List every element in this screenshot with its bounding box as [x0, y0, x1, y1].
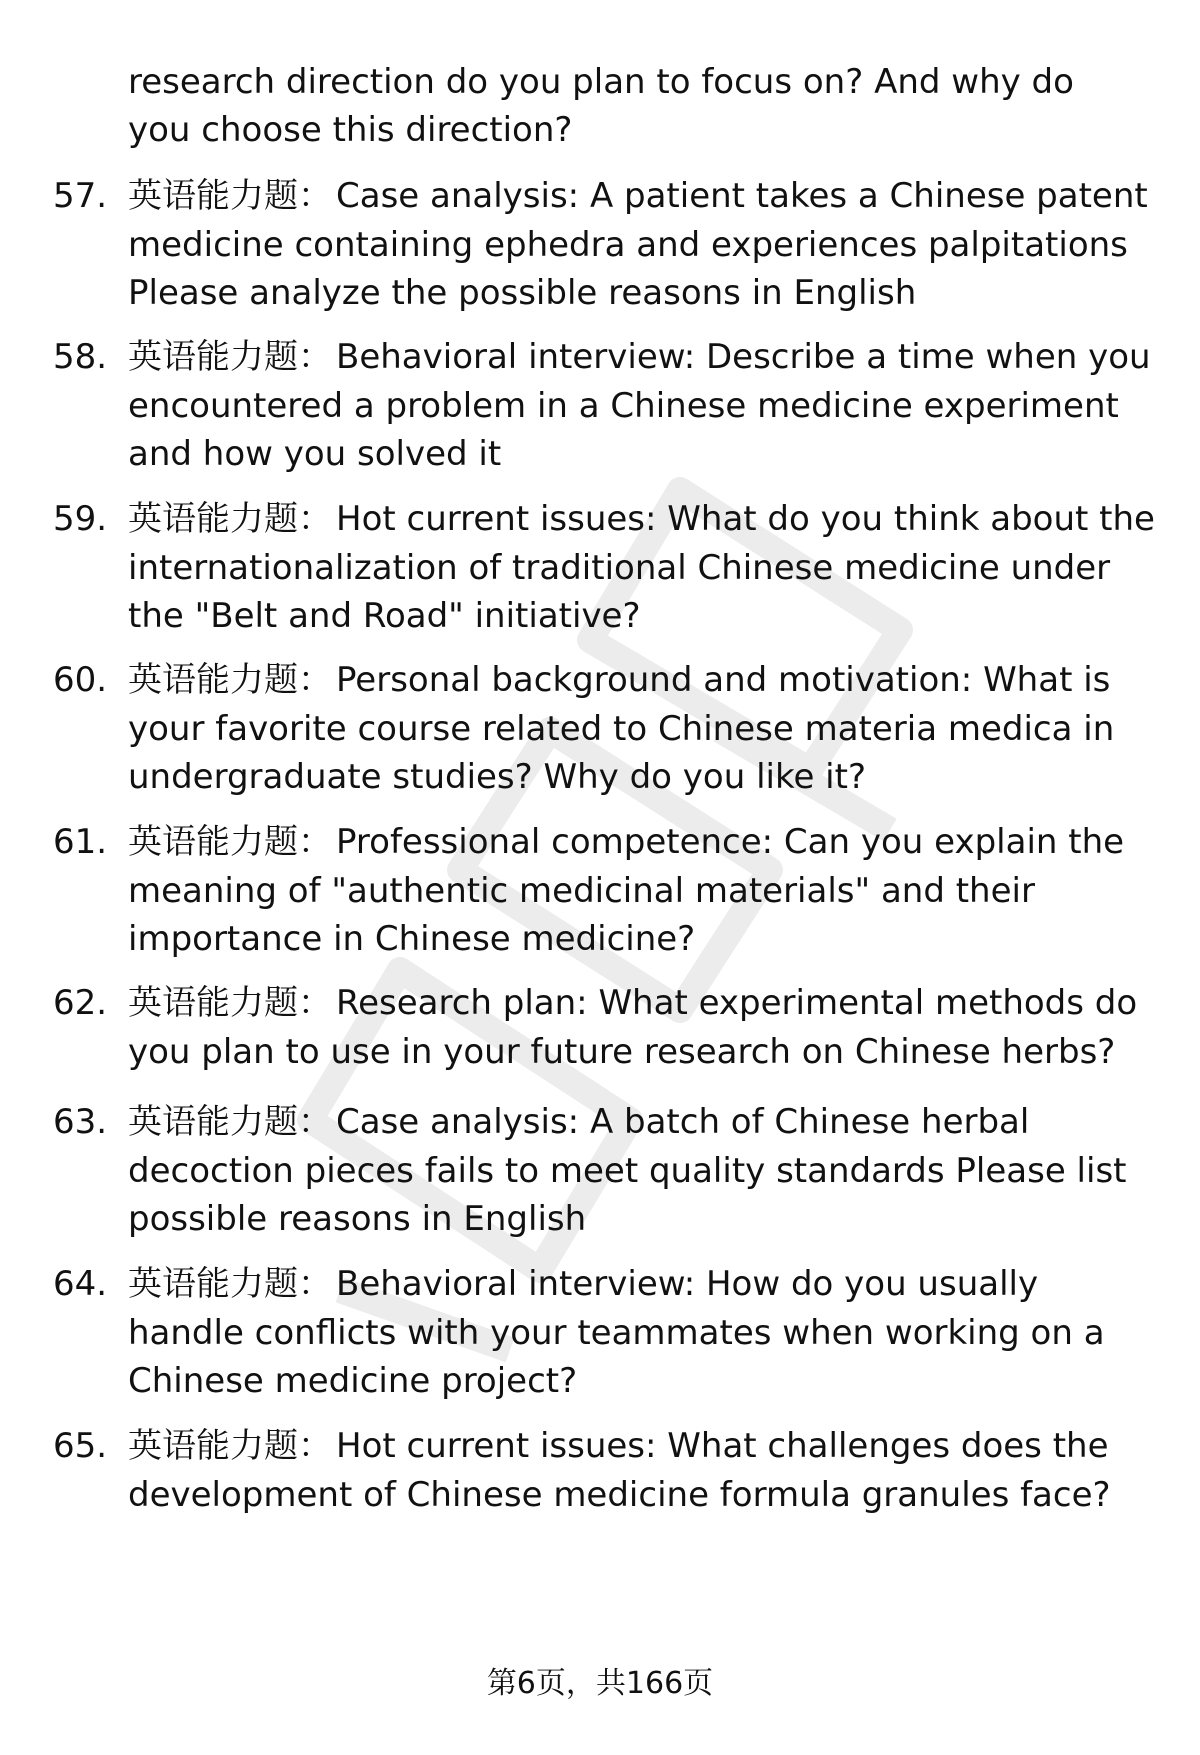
question-number: 58.: [53, 337, 108, 377]
question-item: [53, 172, 1158, 318]
question-number: 61.: [53, 822, 108, 862]
question-category: 英语能力题：: [128, 983, 332, 1023]
question-number: 65.: [53, 1426, 108, 1466]
question-text: Behavioral interview: How do you usually handle conflicts with your teammates when working on a Chinese medicine project?: [128, 1264, 1105, 1401]
question-category: 英语能力题：: [128, 176, 332, 216]
question-item: [53, 1422, 1158, 1519]
question-category: 英语能力题：: [128, 499, 332, 539]
question-text: Hot current issues: What do you think about the internationalization of traditional Chinese medicine under the "Belt and Road" initiative?: [128, 499, 1155, 636]
continuation-paragraph: research direction do you plan to focus on? And why do you choose this direction?: [128, 62, 1074, 150]
question-category: 英语能力题：: [128, 822, 332, 862]
question-number: 60.: [53, 660, 108, 700]
question-item: [53, 656, 1158, 802]
question-item: [53, 1098, 1158, 1244]
question-number: 64.: [53, 1264, 108, 1304]
question-item: [53, 495, 1158, 641]
question-item: [53, 1260, 1158, 1406]
question-number: 62.: [53, 983, 108, 1023]
page-footer: 第6页，共166页: [486, 1666, 714, 1701]
question-category: 英语能力题：: [128, 1102, 332, 1142]
question-text: Behavioral interview: Describe a time when you encountered a problem in a Chinese medicine experiment and how you solved it: [128, 337, 1151, 474]
question-item: [53, 818, 1158, 964]
question-item: [53, 979, 1158, 1076]
question-number: 63.: [53, 1102, 108, 1142]
question-text: Case analysis: A batch of Chinese herbal decoction pieces fails to meet quality standards Please list possible reasons in English: [128, 1102, 1127, 1239]
question-category: 英语能力题：: [128, 337, 332, 377]
question-text: Case analysis: A patient takes a Chinese patent medicine containing ephedra and experiences palpitations Please analyze the possible reasons in English: [128, 176, 1148, 313]
question-category: 英语能力题：: [128, 1264, 332, 1304]
question-text: Personal background and motivation: What is your favorite course related to Chinese materia medica in undergraduate studies? Why do you like it?: [128, 660, 1115, 797]
question-text: Research plan: What experimental methods do you plan to use in your future research on Chinese herbs?: [128, 983, 1138, 1072]
question-item: [53, 333, 1158, 479]
question-category: 英语能力题：: [128, 660, 332, 700]
question-number: 57.: [53, 176, 108, 216]
question-text: Professional competence: Can you explain the meaning of "authentic medicinal materials" and their importance in Chinese medicine?: [128, 822, 1125, 959]
question-number: 59.: [53, 499, 108, 539]
question-category: 英语能力题：: [128, 1426, 332, 1466]
question-text: Hot current issues: What challenges does the development of Chinese medicine formula granules face?: [128, 1426, 1111, 1515]
